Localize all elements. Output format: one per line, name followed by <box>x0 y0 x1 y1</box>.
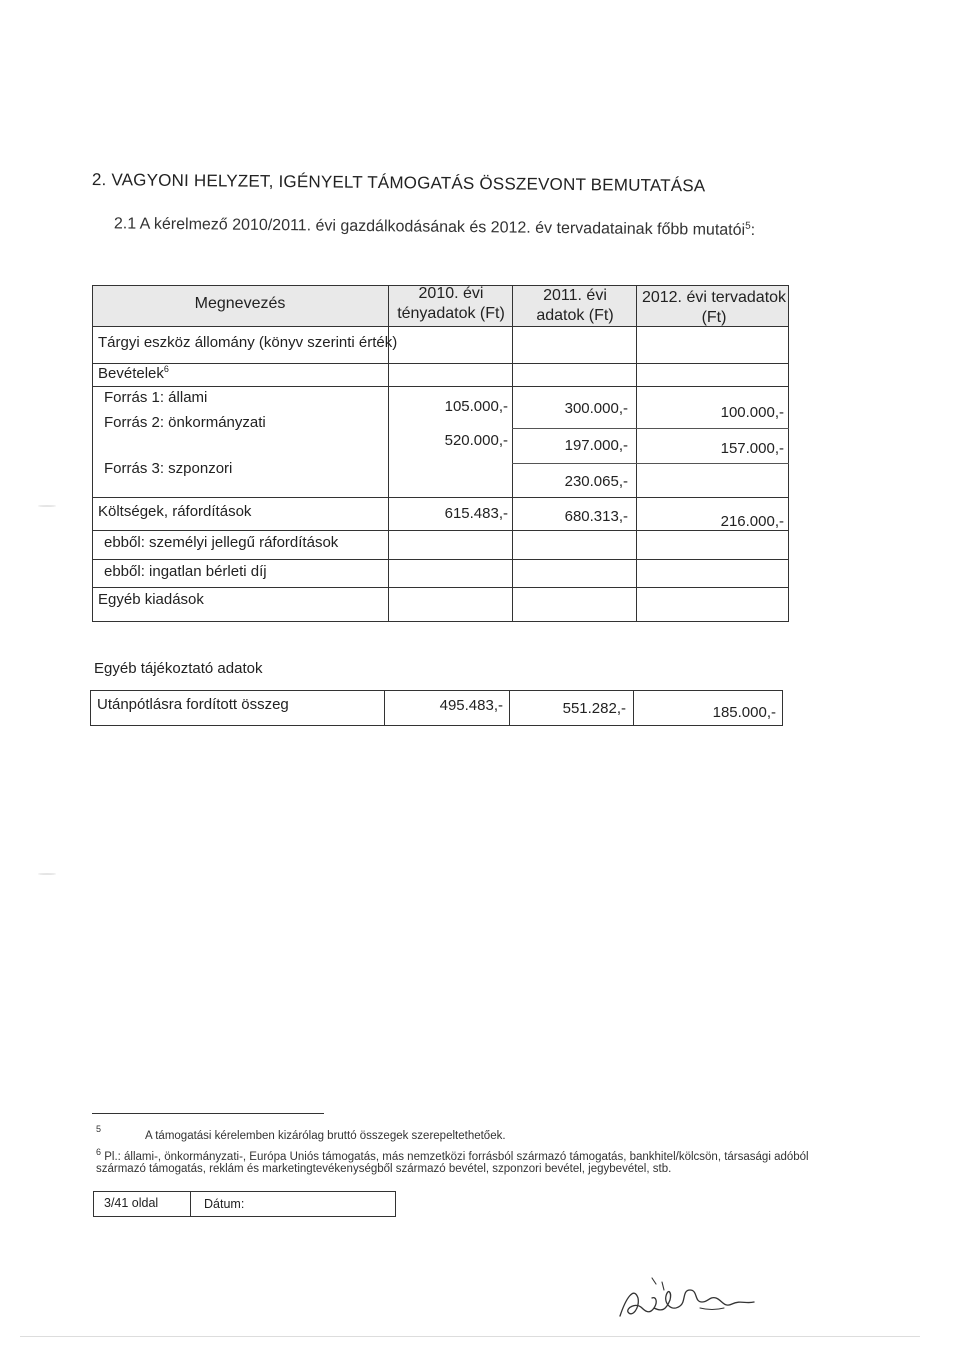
scan-edge-line <box>20 1336 920 1337</box>
subsection-title: 2.1 A kérelmező 2010/2011. évi gazdálkodásának és 2012. év tervadatainak főbb mutatói$^5$: <box>113 215 756 240</box>
row-label-revenues: Bevételek$^6$ <box>98 364 169 382</box>
source-2-2011: 197.000,- <box>564 437 628 454</box>
costs-2012: 216.000,- <box>720 513 784 530</box>
footnote-6: $^6$ Pl.: állami-, önkormányzati-, Európa Uniós támogatás, más nemzetközi forrásból származó támogatás, bankhitel/kölcsön, társasági adóból <box>96 1147 809 1163</box>
costs-2010: 615.483,- <box>444 505 508 522</box>
column-divider <box>190 1191 191 1217</box>
row-label-tangible-assets: Tárgyi eszköz állomány (könyv szerinti érték) <box>98 334 398 351</box>
footnote-6-continued: származó támogatás, reklám és marketingtevékenységből származó bevétel, szponzori bevétel, jegybevétel, stb. <box>96 1163 672 1175</box>
page-number: 3/41 oldal <box>104 1196 159 1210</box>
column-divider <box>384 690 385 726</box>
row-divider <box>512 463 789 464</box>
header-2010: 2010. évi tényadatok (Ft) <box>397 285 505 322</box>
column-divider <box>509 690 510 726</box>
row-label-source-3: Forrás 3: szponzori <box>104 460 233 477</box>
row-divider <box>92 587 789 588</box>
source-1-2012: 100.000,- <box>720 404 784 421</box>
youth-development-2010: 495.483,- <box>439 697 503 714</box>
footnote-rule <box>92 1113 324 1114</box>
row-label-source-1: Forrás 1: állami <box>104 389 208 406</box>
row-divider <box>92 386 789 387</box>
row-divider <box>92 530 789 531</box>
source-1-2010: 105.000,- <box>444 398 508 415</box>
header-2012: 2012. évi tervadatok (Ft) <box>641 289 787 326</box>
row-label-personnel-costs: ebből: személyi jellegű ráfordítások <box>104 534 339 551</box>
source-1-2011: 300.000,- <box>564 400 628 417</box>
youth-development-2012: 185.000,- <box>712 704 776 721</box>
row-label-rental-fee: ebből: ingatlan bérleti díj <box>104 563 267 580</box>
handwritten-signature <box>612 1268 772 1333</box>
row-divider <box>636 428 789 429</box>
scan-mark <box>38 505 56 507</box>
header-name: Megnevezés <box>194 295 286 312</box>
source-2-2010: 520.000,- <box>444 432 508 449</box>
row-divider <box>92 559 789 560</box>
column-divider <box>512 285 513 622</box>
row-divider <box>92 497 789 498</box>
footnote-5-text: A támogatási kérelemben kizárólag bruttó összegek szerepeltethetőek. <box>145 1130 506 1142</box>
section-title: 2. VAGYONI HELYZET, IGÉNYELT TÁMOGATÁS ÖSSZEVONT BEMUTATÁSA <box>91 170 706 196</box>
row-label-youth-development: Utánpótlásra fordított összeg <box>97 696 289 713</box>
row-divider <box>92 363 789 364</box>
header-2011: 2011. évi adatok (Ft) <box>536 287 614 324</box>
footnote-5-number: 5 <box>96 1124 102 1134</box>
other-info-title: Egyéb tájékoztató adatok <box>94 660 263 677</box>
date-label: Dátum: <box>204 1197 245 1211</box>
row-divider <box>512 428 636 429</box>
costs-2011: 680.313,- <box>564 508 628 525</box>
youth-development-2011: 551.282,- <box>562 700 626 717</box>
row-label-source-2: Forrás 2: önkormányzati <box>104 414 266 431</box>
column-divider <box>636 285 637 622</box>
row-label-costs: Költségek, ráfordítások <box>98 503 252 520</box>
row-label-other-expenses: Egyéb kiadások <box>98 591 204 608</box>
signature-drawing <box>612 1268 772 1328</box>
source-3-2011: 230.065,- <box>564 473 628 490</box>
column-divider <box>633 690 634 726</box>
scan-mark <box>38 873 56 875</box>
source-2-2012: 157.000,- <box>720 440 784 457</box>
